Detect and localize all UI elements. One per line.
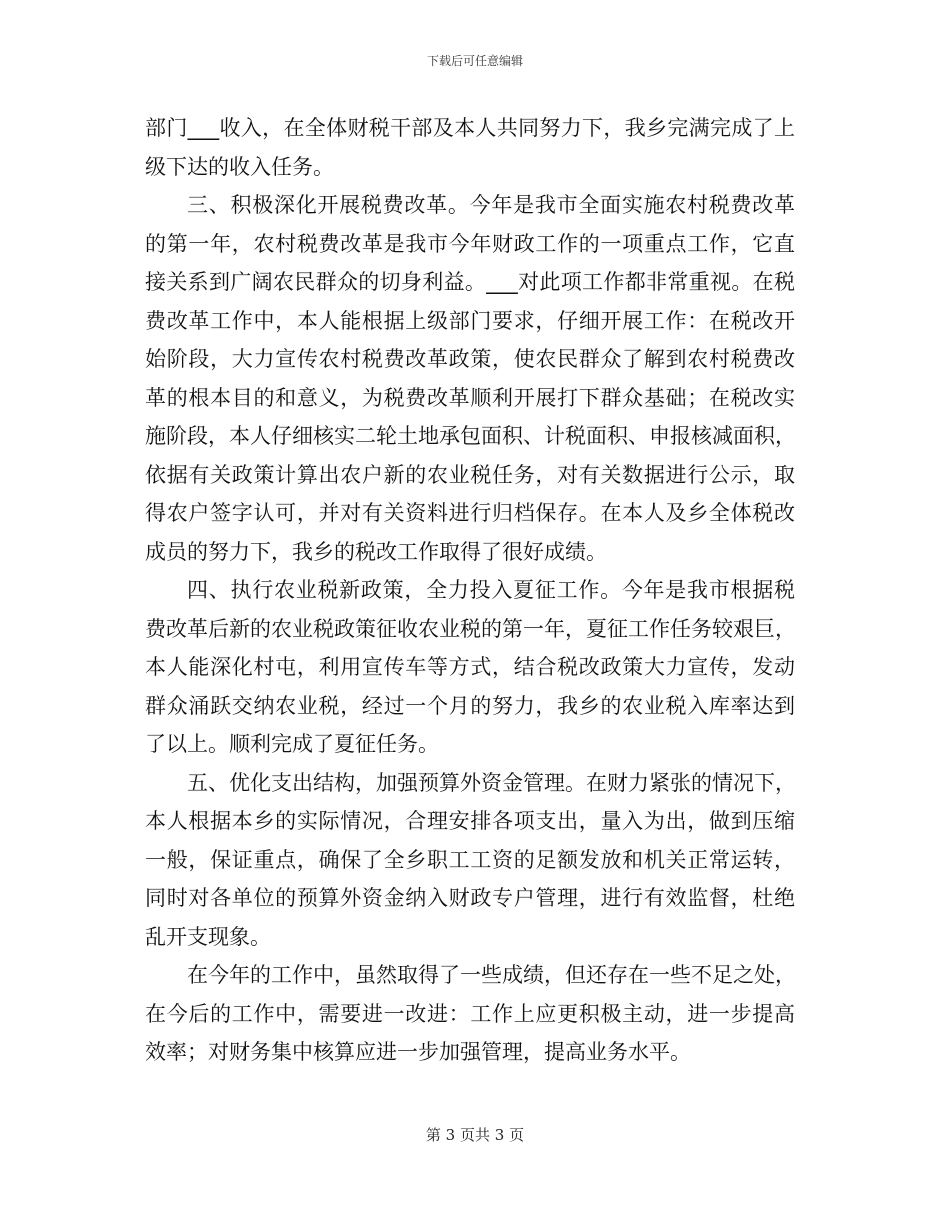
text-line: 接关系到广阔农民群众的切身利益。___对此项工作都非常重视。在税 — [145, 270, 795, 294]
text-line: 四、执行农业税新政策，全力投入夏征工作。今年是我市根据税 — [187, 578, 795, 602]
text-line: 得农户签字认可，并对有关资料进行归档保存。在本人及乡全体税改 — [145, 501, 795, 525]
text-line: 依据有关政策计算出农户新的农业税任务，对有关数据进行公示，取 — [145, 462, 795, 487]
page-footer: 第 3 页共 3 页 — [425, 1126, 525, 1144]
text-line: 费改革后新的农业税政策征收农业税的第一年，夏征工作任务较艰巨， — [145, 616, 796, 641]
text-line: 始阶段，大力宣传农村税费改革政策，使农民群众了解到农村税费改 — [145, 347, 795, 371]
text-line: 本人根据本乡的实际情况，合理安排各项支出，量入为出，做到压缩 — [145, 809, 795, 833]
text-line: 施阶段，本人仔细核实二轮土地承包面积、计税面积、申报核减面积， — [145, 424, 796, 448]
document-body — [145, 109, 795, 1072]
paragraph-agricultural-tax — [145, 571, 795, 764]
text-line: 同时对各单位的预算外资金纳入财政专户管理，进行有效监督，杜绝 — [145, 886, 795, 910]
text-line: 本人能深化村屯，利用宣传车等方式，结合税改政策大力宣传，发动 — [145, 655, 795, 679]
paragraph-continuation — [145, 109, 795, 186]
text-line: 革的根本目的和意义，为税费改革顺利开展打下群众基础；在税改实 — [145, 385, 795, 410]
text-line: 一般，保证重点，确保了全乡职工工资的足额发放和机关正常运转， — [145, 847, 795, 872]
text-line: 部门___收入，在全体财税干部及本人共同努力下，我乡完满完成了上 — [145, 116, 795, 140]
text-line: 在今后的工作中，需要进一改进：工作上应更积极主动，进一步提高 — [145, 1001, 795, 1026]
text-line: 费改革工作中，本人能根据上级部门要求，仔细开展工作：在税改开 — [145, 308, 795, 333]
text-line: 成员的努力下，我乡的税改工作取得了很好成绩。 — [145, 539, 607, 564]
text-line: 群众涌跃交纳农业税，经过一个月的努力，我乡的农业税入库率达到 — [145, 693, 795, 718]
paragraph-budget — [145, 764, 795, 957]
text-line: 的第一年，农村税费改革是我市今年财政工作的一项重点工作，它直 — [145, 231, 795, 256]
text-line: 乱开支现象。 — [145, 924, 271, 949]
page-header: 下载后可任意编辑 — [426, 54, 523, 68]
text-line: 三、积极深化开展税费改革。今年是我市全面实施农村税费改革 — [187, 193, 795, 217]
text-line: 效率；对财务集中核算应进一步加强管理，提高业务水平。 — [145, 1040, 691, 1064]
paragraph-tax-reform — [145, 186, 795, 571]
paragraph-shortcomings — [145, 956, 795, 1072]
text-line: 五、优化支出结构，加强预算外资金管理。在财力紧张的情况下， — [187, 770, 796, 795]
text-line: 级下达的收入任务。 — [145, 154, 334, 179]
text-line: 了以上。顺利完成了夏征任务。 — [145, 732, 439, 756]
text-line: 在今年的工作中，虽然取得了一些成绩，但还存在一些不足之处， — [187, 963, 796, 987]
